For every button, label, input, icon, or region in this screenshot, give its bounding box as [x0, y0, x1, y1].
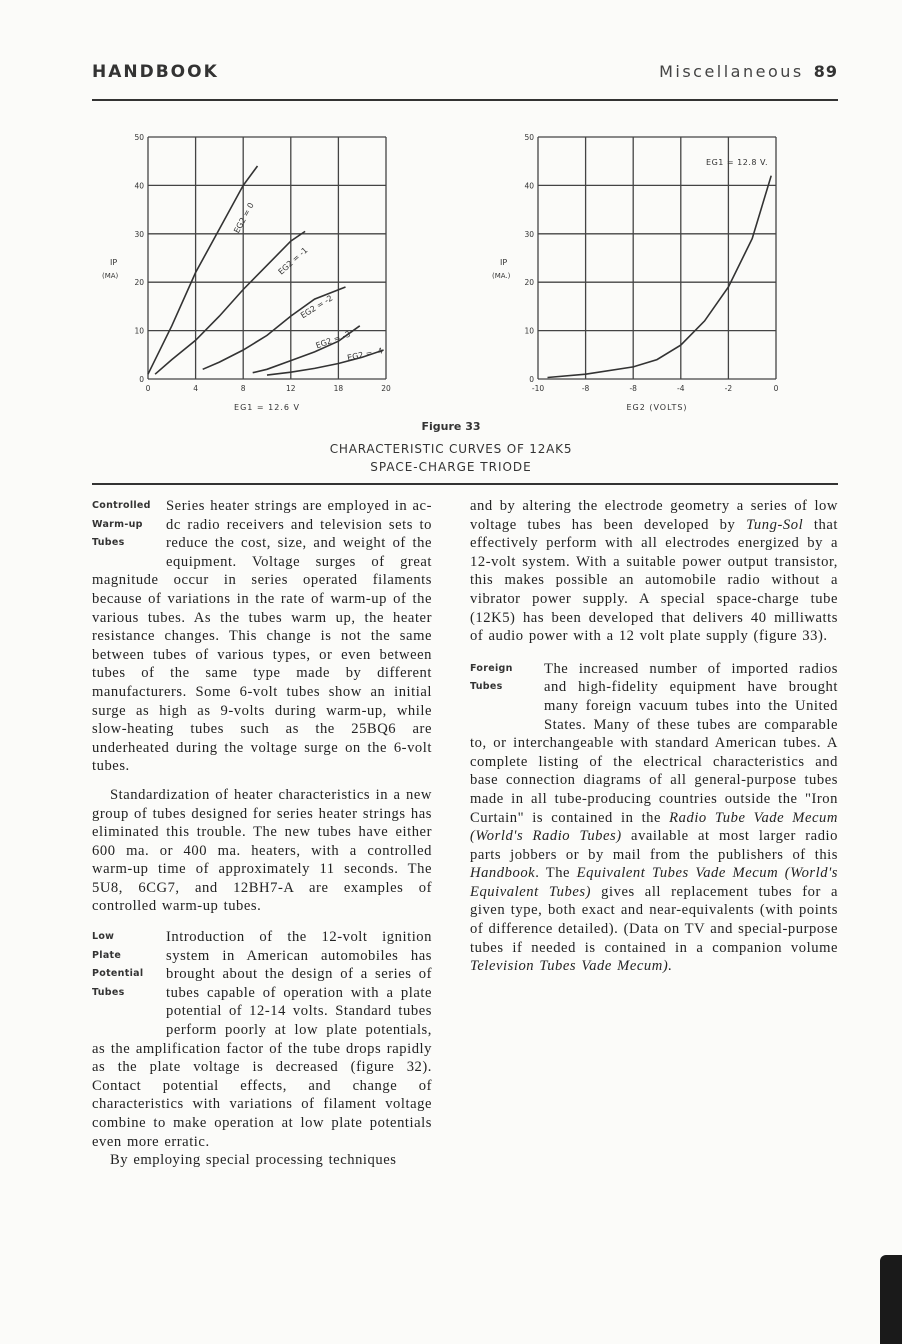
y-axis-label: IP — [500, 258, 508, 267]
figure-label: Figure 33 — [421, 420, 481, 433]
y-axis-unit: (MA) — [102, 272, 119, 280]
x-tick-label: -8 — [629, 384, 637, 393]
x-tick-label: 20 — [381, 384, 391, 393]
x-tick-label: 8 — [240, 384, 246, 393]
paragraph-low-plate-potential: Introduction of the 12-volt ignition system in American automobiles has brought about the design of a series of tubes capable of operation with a plate potential of 12-14 volts. Standard tubes perform poorly at low plate potentials, as the amplification factor of the tube drops rapidly as the plate voltage is decreased (figure 32). Contact potential effects, and change of characteristics with variations of filament voltage combine to make operation at low plate potentials even more erratic. — [92, 929, 432, 1150]
sidehead-foreign-tubes: Foreign Tubes — [470, 662, 513, 693]
left-column — [92, 497, 432, 1170]
x-axis-label: EG2 (VOLTS) — [626, 403, 688, 412]
y-tick-label: 10 — [524, 326, 534, 336]
x-axis-label: EG1 = 12.6 V — [234, 403, 300, 412]
x-tick-label: 4 — [193, 384, 198, 393]
x-tick-label: -8 — [581, 384, 590, 393]
y-tick-label: 10 — [134, 326, 144, 336]
header-rule — [92, 99, 838, 101]
running-head-section — [659, 62, 838, 81]
scan-edge-mark — [880, 1255, 902, 1344]
figure-rule — [92, 483, 838, 485]
series-curve — [155, 231, 305, 374]
y-tick-label: 40 — [524, 181, 534, 191]
y-tick-label: 0 — [139, 375, 144, 384]
y-tick-label: 50 — [134, 133, 144, 142]
series-label: EG2 = 0 — [232, 201, 256, 235]
x-tick-label: 0 — [145, 384, 151, 393]
x-tick-label: -4 — [677, 384, 685, 393]
chart-ip-vs-eg1 — [90, 120, 420, 420]
y-tick-label: 0 — [529, 375, 534, 384]
y-tick-label: 20 — [524, 278, 534, 288]
y-tick-label: 40 — [134, 181, 144, 191]
sidehead-low-plate-potential: Low Plate Potential Tubes — [92, 931, 144, 998]
series-curve — [148, 166, 258, 374]
series-label: EG2 = -1 — [276, 245, 310, 277]
y-tick-label: 50 — [524, 133, 534, 142]
series-label: EG2 = -4 — [346, 346, 384, 363]
series-curve — [548, 176, 772, 378]
x-tick-label: -2 — [724, 384, 733, 393]
paragraph-foreign-tubes: The increased number of imported radios and high-fidelity equipment have brought many foreign vacuum tubes into the United States. Many of these tubes are comparable to, or interchangeable with standard American tubes. A complete listing of the electrical characteristics and base connection diagrams of all general-purpose tubes made in all tube-producing countries outside the "Iron Curtain" is contained in the Radio Tube Vade Mecum (World's Radio Tubes) available at most larger radio parts jobbers or by mail from the publishers of this Handbook. The Equivalent Tubes Vade Mecum (World's Equivalent Tubes) gives all replacement tubes for a given type, both exact and near-equivalents (with points of difference detailed). (Data on TV and special-purpose tubes if needed is contained in a companion volume Television Tubes Vade Mecum). — [470, 660, 839, 975]
chart-annotation: EG1 = 12.8 V. — [706, 158, 768, 167]
x-tick-label: 0 — [773, 384, 779, 393]
y-axis-unit: (MA.) — [492, 272, 511, 280]
y-tick-label: 30 — [134, 229, 144, 239]
series-label: EG2 = -2 — [298, 293, 335, 321]
y-tick-label: 20 — [134, 278, 144, 288]
series-label: EG2 = -3 — [314, 329, 352, 351]
x-tick-label: 18 — [333, 384, 344, 393]
page-number: 89 — [813, 62, 838, 81]
chart-ip-vs-eg2 — [480, 120, 810, 420]
paragraph-standardization: Standardization of heater characteristics in a new group of tubes designed for series heater strings has eliminated this trouble. The new tubes have either 600 ma. or 400 ma. heaters, with a controlled warm-up time of approximately 11 seconds. The 5U8, 6CG7, and 12BH7-A are examples of controlled warm-up tubes. — [92, 786, 432, 915]
x-tick-label: -10 — [531, 384, 545, 393]
y-tick-label: 30 — [524, 229, 534, 239]
y-axis-label: IP — [110, 258, 118, 267]
right-column — [470, 497, 838, 976]
paragraph-controlled-warmup: Series heater strings are employed in ac-dc radio receivers and television sets to reduce the cost, size, and weight of the equipment. Voltage surges of great magnitude occur in series operated filaments because of variations in the rate of warm-up of the various tubes. As the tubes warm up, the heater resistance changes. This change is not the same between tubes of various types, or even between tubes of the same type made by different manufacturers. Some 6-volt tubes show an initial surge as high as 9-volts during warm-up, while slow-heating tubes such as the 25BQ6 are underheated during the voltage surge on the 6-volt tubes. — [92, 498, 432, 775]
figure-title: CHARACTERISTIC CURVES OF 12AK5 — [329, 442, 573, 456]
section-name: Miscellaneous — [659, 62, 804, 81]
running-head-title: HANDBOOK — [92, 62, 219, 82]
paragraph-tung-sol: and by altering the electrode geometry a series of low voltage tubes has been developed by Tung-Sol that effectively perform with all electrodes energized by a 12-volt system. With a suitable power output transistor, this makes possible an automobile radio without a vibrator power supply. A special space-charge tube (12K5) has been developed that delivers 40 milliwatts of audio power with a 12 volt plate supply (figure 33). — [470, 498, 838, 645]
paragraph-special-processing: By employing special processing techniques — [110, 1152, 397, 1169]
x-tick-label: 12 — [286, 384, 296, 393]
figure-subtitle: SPACE-CHARGE TRIODE — [370, 460, 532, 474]
sidehead-controlled-warmup: Controlled Warm-up Tubes — [92, 500, 151, 549]
